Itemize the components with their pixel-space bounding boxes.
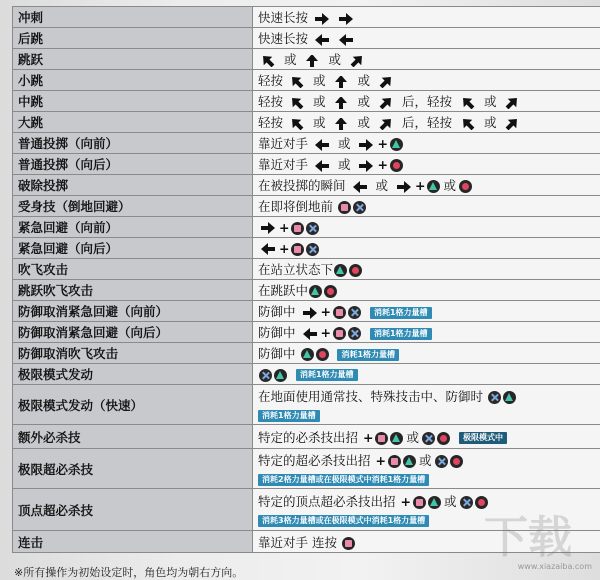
- arrow-right-icon: [358, 160, 374, 172]
- triangle-button-icon: [274, 369, 287, 382]
- move-input: [253, 343, 600, 364]
- table-row: [13, 217, 600, 238]
- triangle-button-icon: [390, 138, 403, 151]
- cost-badge: 消耗2格力量槽或在极限模式中消耗1格力量槽: [258, 474, 429, 486]
- plus-sign: +: [279, 219, 290, 235]
- cross-button-icon: [422, 432, 435, 445]
- move-name: 普通投掷（向后）: [13, 154, 253, 175]
- move-input: [253, 425, 600, 449]
- move-input: [253, 133, 600, 154]
- or-text: 或: [357, 115, 370, 130]
- arrow-up-left-icon: [289, 97, 305, 109]
- input-text: 快速长按: [258, 10, 309, 25]
- triangle-button-icon: [428, 496, 441, 509]
- table-row: [13, 7, 600, 28]
- triangle-button-icon: [390, 432, 403, 445]
- input-text: 在地面使用通常技、特殊技击中、防御时: [258, 389, 484, 404]
- input-text: 特定的必杀技出招: [258, 429, 359, 445]
- or-text: 或: [357, 73, 370, 88]
- arrow-right-icon: [314, 13, 330, 25]
- cross-button-icon: [348, 327, 361, 340]
- cross-button-icon: [488, 391, 501, 404]
- cost-badge: 消耗1格力量槽: [337, 349, 399, 361]
- arrow-up-right-icon: [378, 97, 394, 109]
- arrow-down-left-icon: [289, 118, 305, 130]
- triangle-button-icon: [301, 348, 314, 361]
- move-name: 小跳: [13, 70, 253, 91]
- circle-button-icon: [390, 159, 403, 172]
- cross-button-icon: [435, 455, 448, 468]
- move-input: [253, 196, 600, 217]
- move-input: [253, 364, 600, 385]
- circle-button-icon: [459, 180, 472, 193]
- move-input: [253, 322, 600, 343]
- move-name: 跳跃吹飞攻击: [13, 280, 253, 301]
- or-text: 或: [483, 115, 497, 130]
- table-row: [13, 112, 600, 133]
- table-row: [13, 280, 600, 301]
- arrow-right-icon: [358, 139, 374, 151]
- move-name: 后跳: [13, 28, 253, 49]
- input-text: 在跳跃中: [258, 283, 309, 298]
- plus-sign: +: [377, 136, 388, 151]
- input-text: 特定的顶点超必杀技出招: [258, 494, 396, 509]
- triangle-button-icon: [309, 285, 322, 298]
- move-input: [253, 238, 600, 259]
- input-text: 轻按: [258, 115, 284, 130]
- cost-badge: 消耗1格力量槽: [370, 307, 432, 319]
- limit-mode-badge: 极限模式中: [459, 432, 507, 444]
- input-text: 快速长按: [258, 31, 309, 46]
- square-button-icon: [333, 327, 346, 340]
- watermark-url: www.xiazaiba.com: [517, 562, 592, 571]
- footnote: ※所有操作为初始设定时，角色均为朝右方向。: [14, 566, 244, 579]
- arrow-up-icon: [333, 97, 349, 109]
- cost-badge: 消耗1格力量槽: [296, 369, 358, 381]
- arrow-left-icon: [338, 34, 354, 46]
- table-row: [13, 28, 600, 49]
- move-input: [253, 385, 600, 425]
- plus-sign: +: [375, 453, 386, 468]
- arrow-down-icon: [333, 118, 349, 130]
- table-row: [13, 449, 600, 489]
- move-input: [253, 49, 600, 70]
- arrow-up-right-icon: [378, 76, 394, 88]
- or-text: 或: [337, 157, 351, 172]
- input-text: 在站立状态下: [258, 262, 334, 277]
- triangle-button-icon: [334, 264, 347, 277]
- command-table: [12, 6, 600, 553]
- table-row: [13, 133, 600, 154]
- or-text: 或: [418, 453, 432, 468]
- triangle-button-icon: [427, 180, 440, 193]
- badge-line: [258, 407, 600, 422]
- move-input: [253, 259, 600, 280]
- input-text: 轻按: [258, 73, 284, 88]
- move-input: [253, 7, 600, 28]
- square-button-icon: [413, 496, 426, 509]
- move-input: [253, 112, 600, 133]
- cost-badge: 消耗3格力量槽或在极限模式中消耗1格力量槽: [258, 515, 429, 527]
- or-text: 或: [337, 136, 351, 151]
- plus-sign: +: [363, 429, 374, 445]
- move-name: 跳跃: [13, 49, 253, 70]
- move-input: [253, 217, 600, 238]
- input-text: 防御中: [258, 346, 296, 361]
- plus-sign: +: [320, 325, 331, 340]
- arrow-left-icon: [314, 139, 330, 151]
- or-text: 或: [283, 52, 297, 67]
- or-text: 或: [312, 73, 326, 88]
- cost-badge: 消耗1格力量槽: [370, 328, 432, 340]
- square-button-icon: [338, 201, 351, 214]
- cross-button-icon: [259, 369, 272, 382]
- input-text: 防御中: [258, 304, 296, 319]
- arrow-right-icon: [302, 307, 318, 319]
- table-row: [13, 364, 600, 385]
- arrow-left-icon: [314, 34, 330, 46]
- table-row: [13, 425, 600, 449]
- input-text: 防御中: [258, 325, 296, 340]
- move-name: 极限模式发动（快速）: [13, 385, 253, 425]
- move-name: 受身技（倒地回避）: [13, 196, 253, 217]
- or-text: 或: [483, 94, 497, 109]
- circle-button-icon: [450, 455, 463, 468]
- circle-button-icon: [316, 348, 329, 361]
- arrow-up-right-icon: [349, 55, 365, 67]
- table-row: [13, 385, 600, 425]
- or-text: 或: [443, 494, 457, 509]
- arrow-down-right-icon: [378, 118, 394, 130]
- move-name: 顶点超必杀技: [13, 489, 253, 531]
- input-text: 在被投掷的瞬间: [258, 178, 346, 193]
- arrow-right-icon: [396, 181, 412, 193]
- circle-button-icon: [437, 432, 450, 445]
- move-name: 极限模式发动: [13, 364, 253, 385]
- move-input: [253, 175, 600, 196]
- move-name: 冲刺: [13, 7, 253, 28]
- or-text: 或: [443, 178, 456, 193]
- arrow-up-left-icon: [260, 55, 276, 67]
- move-name: 极限超必杀技: [13, 449, 253, 489]
- table-row: [13, 91, 600, 112]
- or-text: 或: [375, 178, 388, 193]
- svg-text:下载: 下载: [484, 512, 572, 563]
- table-row: [13, 238, 600, 259]
- input-text: 靠近对手: [258, 157, 309, 172]
- input-text: 在即将倒地前: [258, 199, 334, 214]
- square-button-icon: [388, 455, 401, 468]
- move-name: 普通投掷（向前）: [13, 133, 253, 154]
- move-input: [253, 70, 600, 91]
- square-button-icon: [342, 537, 355, 550]
- arrow-up-right-icon: [504, 97, 520, 109]
- or-text: 或: [328, 52, 341, 67]
- input-text: 靠近对手: [258, 136, 309, 151]
- or-text: 或: [357, 94, 370, 109]
- move-name: 连击: [13, 531, 253, 553]
- table-row: [13, 322, 600, 343]
- move-name: 紧急回避（向前）: [13, 217, 253, 238]
- arrow-up-icon: [333, 76, 349, 88]
- move-input: [253, 91, 600, 112]
- move-input: [253, 449, 600, 489]
- table-row: [13, 49, 600, 70]
- arrow-left-icon: [352, 181, 368, 193]
- table-row: [13, 70, 600, 91]
- or-text: 或: [312, 115, 326, 130]
- cross-button-icon: [460, 496, 473, 509]
- square-button-icon: [291, 243, 304, 256]
- or-text: 或: [312, 94, 326, 109]
- plus-sign: +: [377, 157, 388, 172]
- or-text: 或: [406, 429, 419, 445]
- arrow-up-left-icon: [289, 76, 305, 88]
- arrow-up-left-icon: [460, 97, 476, 109]
- cross-button-icon: [353, 201, 366, 214]
- watermark-logo: [480, 500, 590, 570]
- move-name: 吹飞攻击: [13, 259, 253, 280]
- table-row: [13, 154, 600, 175]
- arrow-up-left-icon: [460, 118, 476, 130]
- plus-sign: +: [414, 178, 426, 193]
- table-row: [13, 259, 600, 280]
- move-name: 防御取消吹飞攻击: [13, 343, 253, 364]
- triangle-button-icon: [403, 455, 416, 468]
- move-name: 防御取消紧急回避（向前）: [13, 301, 253, 322]
- arrow-up-right-icon: [504, 118, 520, 130]
- table-row: [13, 175, 600, 196]
- arrow-right-icon: [260, 222, 276, 234]
- move-name: 大跳: [13, 112, 253, 133]
- move-name: 防御取消紧急回避（向后）: [13, 322, 253, 343]
- arrow-right-icon: [338, 13, 354, 25]
- cross-button-icon: [348, 306, 361, 319]
- cost-badge: 消耗1格力量槽: [258, 410, 320, 422]
- arrow-up-icon: [304, 55, 320, 67]
- plus-sign: +: [400, 494, 411, 509]
- input-text: 靠近对手 连按: [258, 534, 337, 550]
- circle-button-icon: [324, 285, 337, 298]
- badge-line: [258, 471, 600, 486]
- cross-button-icon: [306, 243, 319, 256]
- square-button-icon: [375, 432, 388, 445]
- move-input: [253, 28, 600, 49]
- arrow-left-icon: [302, 328, 318, 340]
- plus-sign: +: [320, 304, 331, 319]
- cross-button-icon: [306, 222, 319, 235]
- table-row: [13, 301, 600, 322]
- table-row: [13, 196, 600, 217]
- move-input: [253, 280, 600, 301]
- move-input: [253, 301, 600, 322]
- square-button-icon: [333, 306, 346, 319]
- table-row: [13, 343, 600, 364]
- circle-button-icon: [349, 264, 362, 277]
- move-name: 中跳: [13, 91, 253, 112]
- triangle-button-icon: [503, 391, 516, 404]
- move-name: 紧急回避（向后）: [13, 238, 253, 259]
- arrow-left-icon: [314, 160, 330, 172]
- move-name: 破除投掷: [13, 175, 253, 196]
- arrow-left-icon: [260, 243, 276, 255]
- input-text: 特定的超必杀技出招: [258, 453, 371, 468]
- move-input: [253, 154, 600, 175]
- input-text: 轻按: [258, 94, 284, 109]
- input-text: 后，轻按: [401, 94, 452, 109]
- square-button-icon: [291, 222, 304, 235]
- move-name: 额外必杀技: [13, 425, 253, 449]
- input-text: 后，轻按: [401, 115, 452, 130]
- plus-sign: +: [279, 240, 290, 256]
